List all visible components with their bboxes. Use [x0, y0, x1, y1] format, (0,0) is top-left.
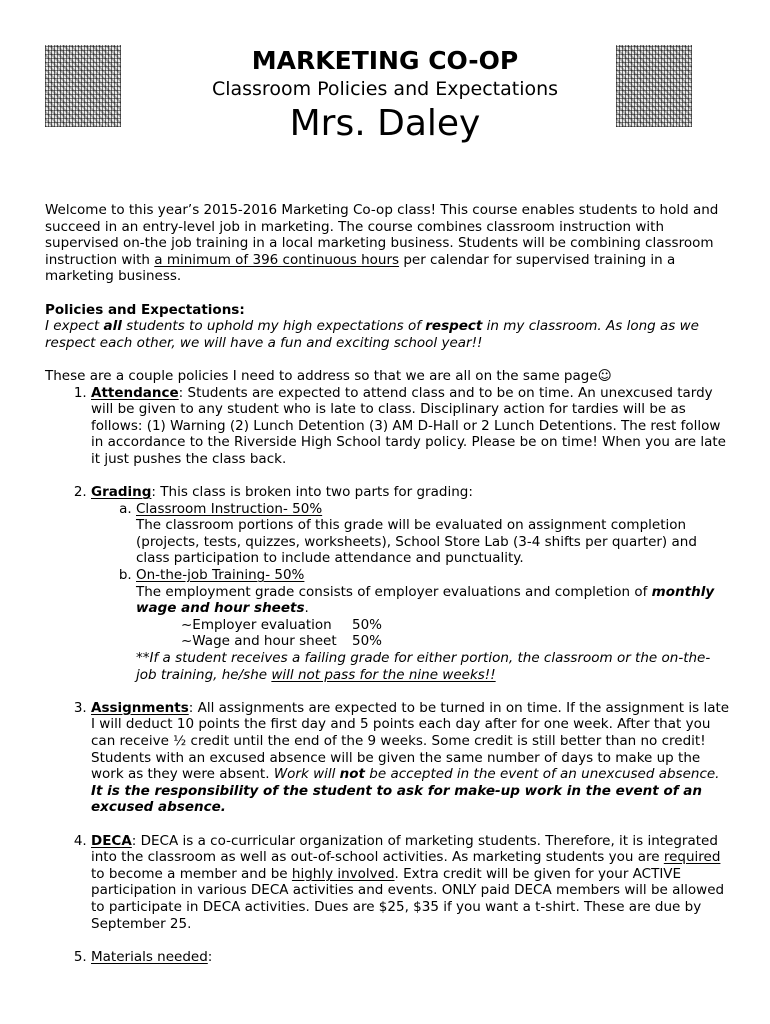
intro-hours-underlined: a minimum of 396 continuous hours [154, 251, 400, 268]
policies-lead: These are a couple policies I need to address so that we are all on the same page☺ [45, 367, 612, 384]
deca-text-3: . Extra credit will be given for your ACTIVE participation in various DECA activities and events. ONLY paid DECA members will be allowed to participate in DECA activities. Dues are $25, $35 if you want a t-shirt. These are due by September 25. [91, 865, 725, 932]
expect-all: all [103, 318, 122, 335]
note-asterisks: ** [136, 650, 150, 667]
assignments-responsibility: It is the responsibility of the student to ask for make-up work in the event of an excused absence. [91, 782, 703, 816]
assignments-not: not [339, 766, 366, 783]
assignments-text-3: be accepted in the event of an unexcused absence. [365, 766, 720, 783]
list-item-grading [91, 484, 730, 700]
employer-eval-value: 50% [352, 616, 383, 633]
deca-required: required [663, 849, 721, 866]
assignments-label: Assignments [91, 699, 189, 716]
policy-list [45, 385, 730, 966]
attendance-label: Attendance [91, 384, 179, 401]
ojt-text: The employment grade consists of employer evaluations and completion of [136, 583, 652, 600]
intro-text: Welcome to this year’s 2015-2016 Marketing Co-op class! This course enables students to hold and succeed in an entry-level job in marketing. The course combines classroom instruction with supervised on-the job training in a local marketing business. Students will be combining classroom instruction with [45, 202, 719, 268]
document-body [45, 202, 730, 965]
grading-sublist [91, 501, 730, 684]
list-item-attendance [91, 385, 730, 485]
page-title: MARKETING CO-OP [251, 46, 519, 75]
grading-item-classroom [136, 501, 730, 567]
list-item-materials [91, 949, 730, 966]
deca-text-2: to become a member and be [91, 865, 292, 882]
grading-note [136, 650, 730, 683]
assignments-text-2: Work will [273, 766, 340, 783]
expect-respect: respect [425, 318, 483, 335]
ojt-wage-sheets: monthly wage and hour sheets [136, 583, 715, 617]
list-item-deca [91, 833, 730, 949]
policies-heading [45, 302, 730, 319]
wage-sheet-label: ~Wage and hour sheet [181, 633, 337, 650]
materials-colon: : [207, 948, 213, 965]
note-text: If a student receives a failing grade for either portion, the classroom or the on-the-job training, he/she [136, 650, 711, 683]
page-subtitle: Classroom Policies and Expectations [211, 78, 559, 100]
grading-text: : This class is broken into two parts for grading: [151, 484, 473, 501]
classroom-instruction-label: Classroom Instruction- 50% [136, 500, 323, 517]
deca-label: DECA [91, 832, 132, 849]
teacher-name: Mrs. Daley [289, 103, 481, 144]
expect-text-2: students to uphold my high expectations of [121, 318, 426, 335]
employer-eval-label: ~Employer evaluation [181, 616, 332, 633]
intro-paragraph [45, 202, 730, 285]
intro-text-end: per calendar for supervised training in a marketing business. [45, 251, 676, 285]
expect-text: I expect [45, 318, 104, 335]
note-warning: will not pass for the nine weeks!! [271, 666, 496, 683]
ojt-label: On-the-job Training- 50% [136, 567, 305, 584]
grade-breakdown-row-1 [136, 617, 730, 634]
attendance-text: : Students are expected to attend class and to be on time. An unexcused tardy will be given to any student who is late to class. Disciplinary action for tardies will be as follows: (1) Warning (2) Lunch Detention (3) AM D-Hall or 2 Lunch Detentions. The rest follow in accordance to the Riverside High School tardy policy. Please be on time! When you are late it just pushes the class back. [91, 384, 726, 467]
list-item-assignments [91, 700, 730, 833]
grade-breakdown-row-2 [136, 633, 730, 650]
deca-text: : DECA is a co-curricular organization of marketing students. Therefore, it is integrated into the classroom as well as out-of-school activities. As marketing students you are [91, 832, 718, 866]
ojt-period: . [304, 600, 309, 617]
classroom-instruction-text: The classroom portions of this grade will be evaluated on assignment completion (projects, tests, quizzes, worksheets), School Store Lab (3-4 shifts per quarter) and class participation to include attendance and punctuality. [136, 517, 697, 567]
grading-item-ojt [136, 567, 730, 683]
policies-heading-text: Policies and Expectations: [45, 301, 245, 318]
wage-sheet-value: 50% [352, 633, 383, 650]
materials-label: Materials needed [91, 948, 208, 965]
expectations-paragraph [45, 318, 730, 351]
deca-highly-involved: highly involved [291, 865, 395, 882]
grading-label: Grading [91, 484, 152, 501]
expect-text-3: in my classroom. As long as we respect each other, we will have a fun and exciting school year!! [45, 318, 699, 351]
assignments-text: : All assignments are expected to be turned in on time. If the assignment is late I will deduct 10 points the first day and 5 points each day after for one week. After that you can receive ½ credit until the end of the 9 weeks. Some credit is still better than no credit! Students with an excused absence will be given the same number of days to make up the work as they were absent. [91, 699, 730, 783]
